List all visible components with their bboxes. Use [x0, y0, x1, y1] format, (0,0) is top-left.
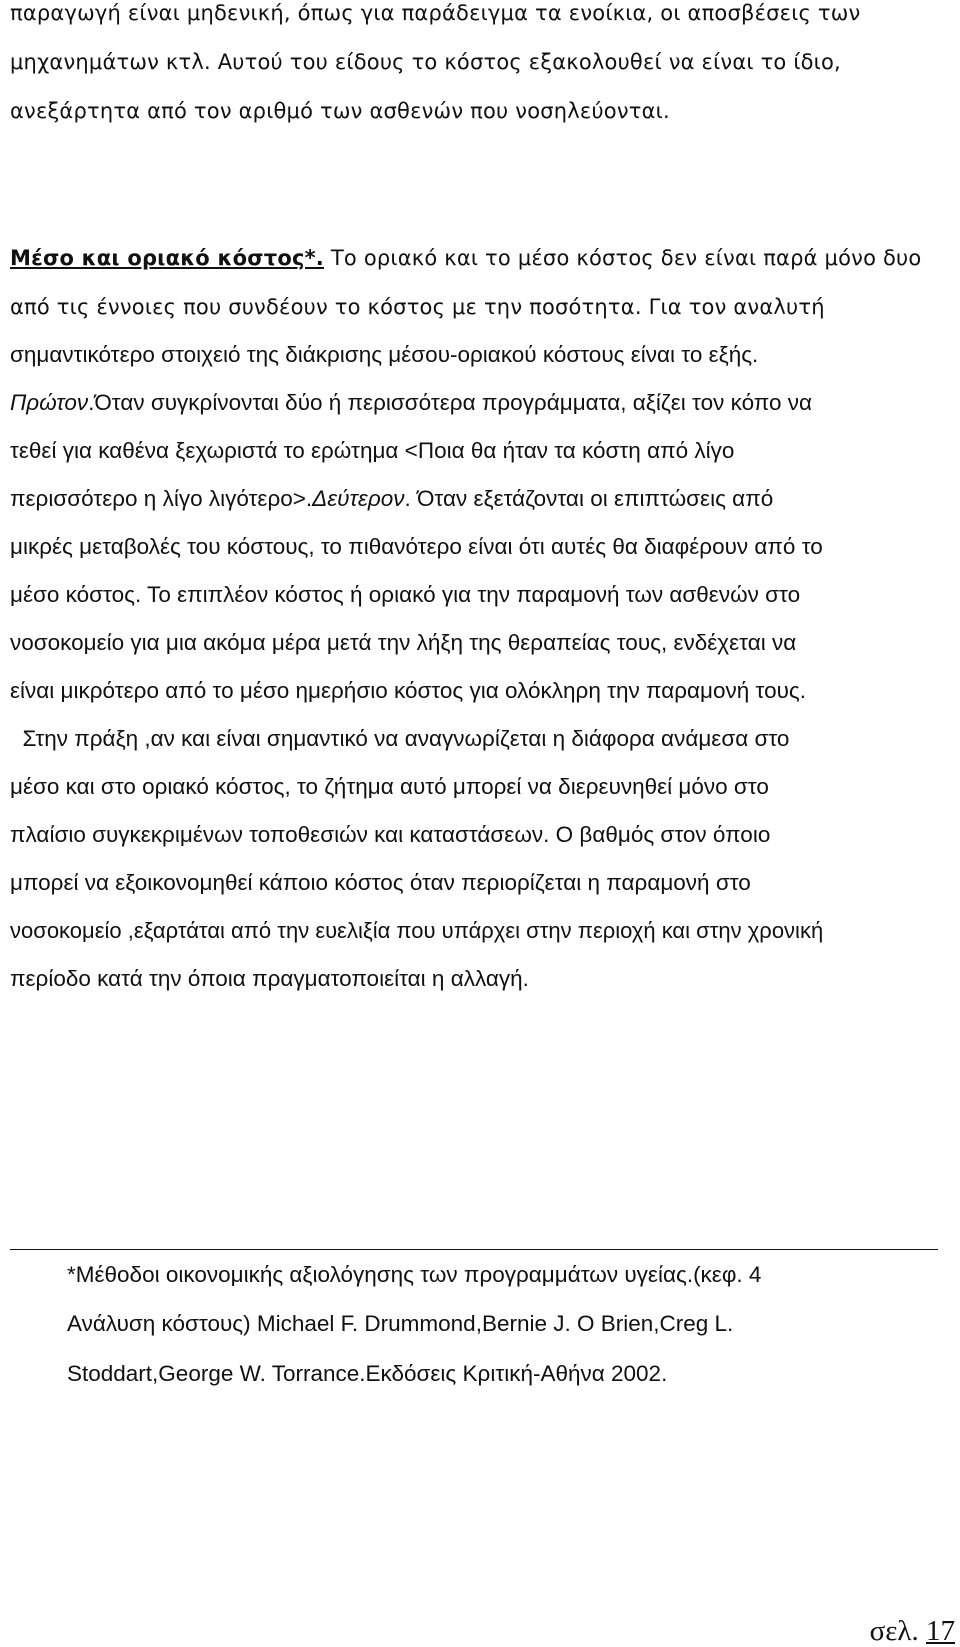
paragraph-line: Στην πράξη ,αν και είναι σημαντικό να αναγνωρίζεται η διάφορα ανάμεσα στο: [10, 726, 790, 751]
paragraph-line: παραγωγή είναι μηδενική, όπως για παράδειγμα τα ενοίκια, οι αποσβέσεις των: [10, 1, 861, 25]
first-point-label: Πρώτον: [10, 390, 89, 415]
paragraph-line: μπορεί να εξοικονομηθεί κάποιο κόστος όταν περιορίζεται η παραμονή στο: [10, 870, 751, 895]
paragraph-line: νοσοκομείο για μια ακόμα μέρα μετά την λήξη της θεραπείας τους, ενδέχεται να: [10, 630, 797, 655]
paragraph-text: . Όταν εξετάζονται οι επιπτώσεις από: [404, 486, 774, 511]
footnote-separator: [10, 1249, 938, 1250]
page-number-prefix: σελ.: [869, 1615, 919, 1647]
paragraph-line: είναι μικρότερο από το μέσο ημερήσιο κόστος για ολόκληρη την παραμονή τους.: [10, 678, 807, 703]
second-point-label: Δεύτερον: [312, 486, 405, 511]
paragraph-line: περίοδο κατά την όποια πραγματοποιείται η αλλαγή.: [10, 966, 529, 991]
paragraph-line: μηχανημάτων κτλ. Αυτού του είδους το κόστος εξακολουθεί να είναι το ίδιο,: [10, 50, 841, 74]
footnote-line: *Μέθοδοι οικονομικής αξιολόγησης των προγραμμάτων υγείας.(κεφ. 4: [67, 1262, 762, 1287]
paragraph-line: μέσο κόστος. Το επιπλέον κόστος ή οριακό για την παραμονή των ασθενών στο: [10, 582, 801, 607]
page-number-value: 17: [926, 1615, 955, 1647]
section-heading: Μέσο και οριακό κόστος*.: [10, 246, 324, 270]
paragraph-line: πλαίσιο συγκεκριμένων τοποθεσιών και καταστάσεων. Ο βαθμός στον όποιο: [10, 822, 771, 847]
paragraph-line: από τις έννοιες που συνδέουν το κόστος με την ποσότητα. Για τον αναλυτή: [10, 295, 825, 319]
paragraph-line: μέσο και στο οριακό κόστος, το ζήτημα αυτό μπορεί να διερευνηθεί μόνο στο: [10, 774, 769, 799]
paragraph-line: σημαντικότερο στοιχειό της διάκρισης μέσου-οριακού κόστους είναι το εξής.: [10, 342, 759, 367]
paragraph-line: τεθεί για καθένα ξεχωριστά το ερώτημα <Ποια θα ήταν τα κόστη από λίγο: [10, 438, 735, 463]
page-number: [870, 1615, 955, 1647]
section-first-line: [10, 243, 921, 273]
section-text: Το οριακό και το μέσο κόστος δεν είναι παρά μόνο δυο: [324, 246, 922, 270]
paragraph-line: μικρές μεταβολές του κόστους, το πιθανότερο είναι ότι αυτές θα διαφέρουν από το: [10, 534, 823, 559]
footnote-line: Ανάλυση κόστους) Michael F. Drummond,Bernie J. O Brien,Creg L.: [67, 1311, 734, 1336]
paragraph-line: νοσοκομείο ,εξαρτάται από την ευελιξία που υπάρχει στην περιοχή και στην χρονική: [10, 918, 824, 943]
paragraph-text: περισσότερο η λίγο λιγότερο>.: [10, 486, 313, 511]
footnote-line: Stoddart,George W. Torrance.Εκδόσεις Κριτική-Αθήνα 2002.: [67, 1361, 668, 1386]
paragraph-line: ανεξάρτητα από τον αριθμό των ασθενών που νοσηλεύονται.: [10, 99, 670, 123]
paragraph-line: [10, 388, 812, 418]
paragraph-text: .Όταν συγκρίνονται δύο ή περισσότερα προγράμματα, αξίζει τον κόπο να: [88, 390, 813, 415]
paragraph-line: [10, 484, 773, 514]
